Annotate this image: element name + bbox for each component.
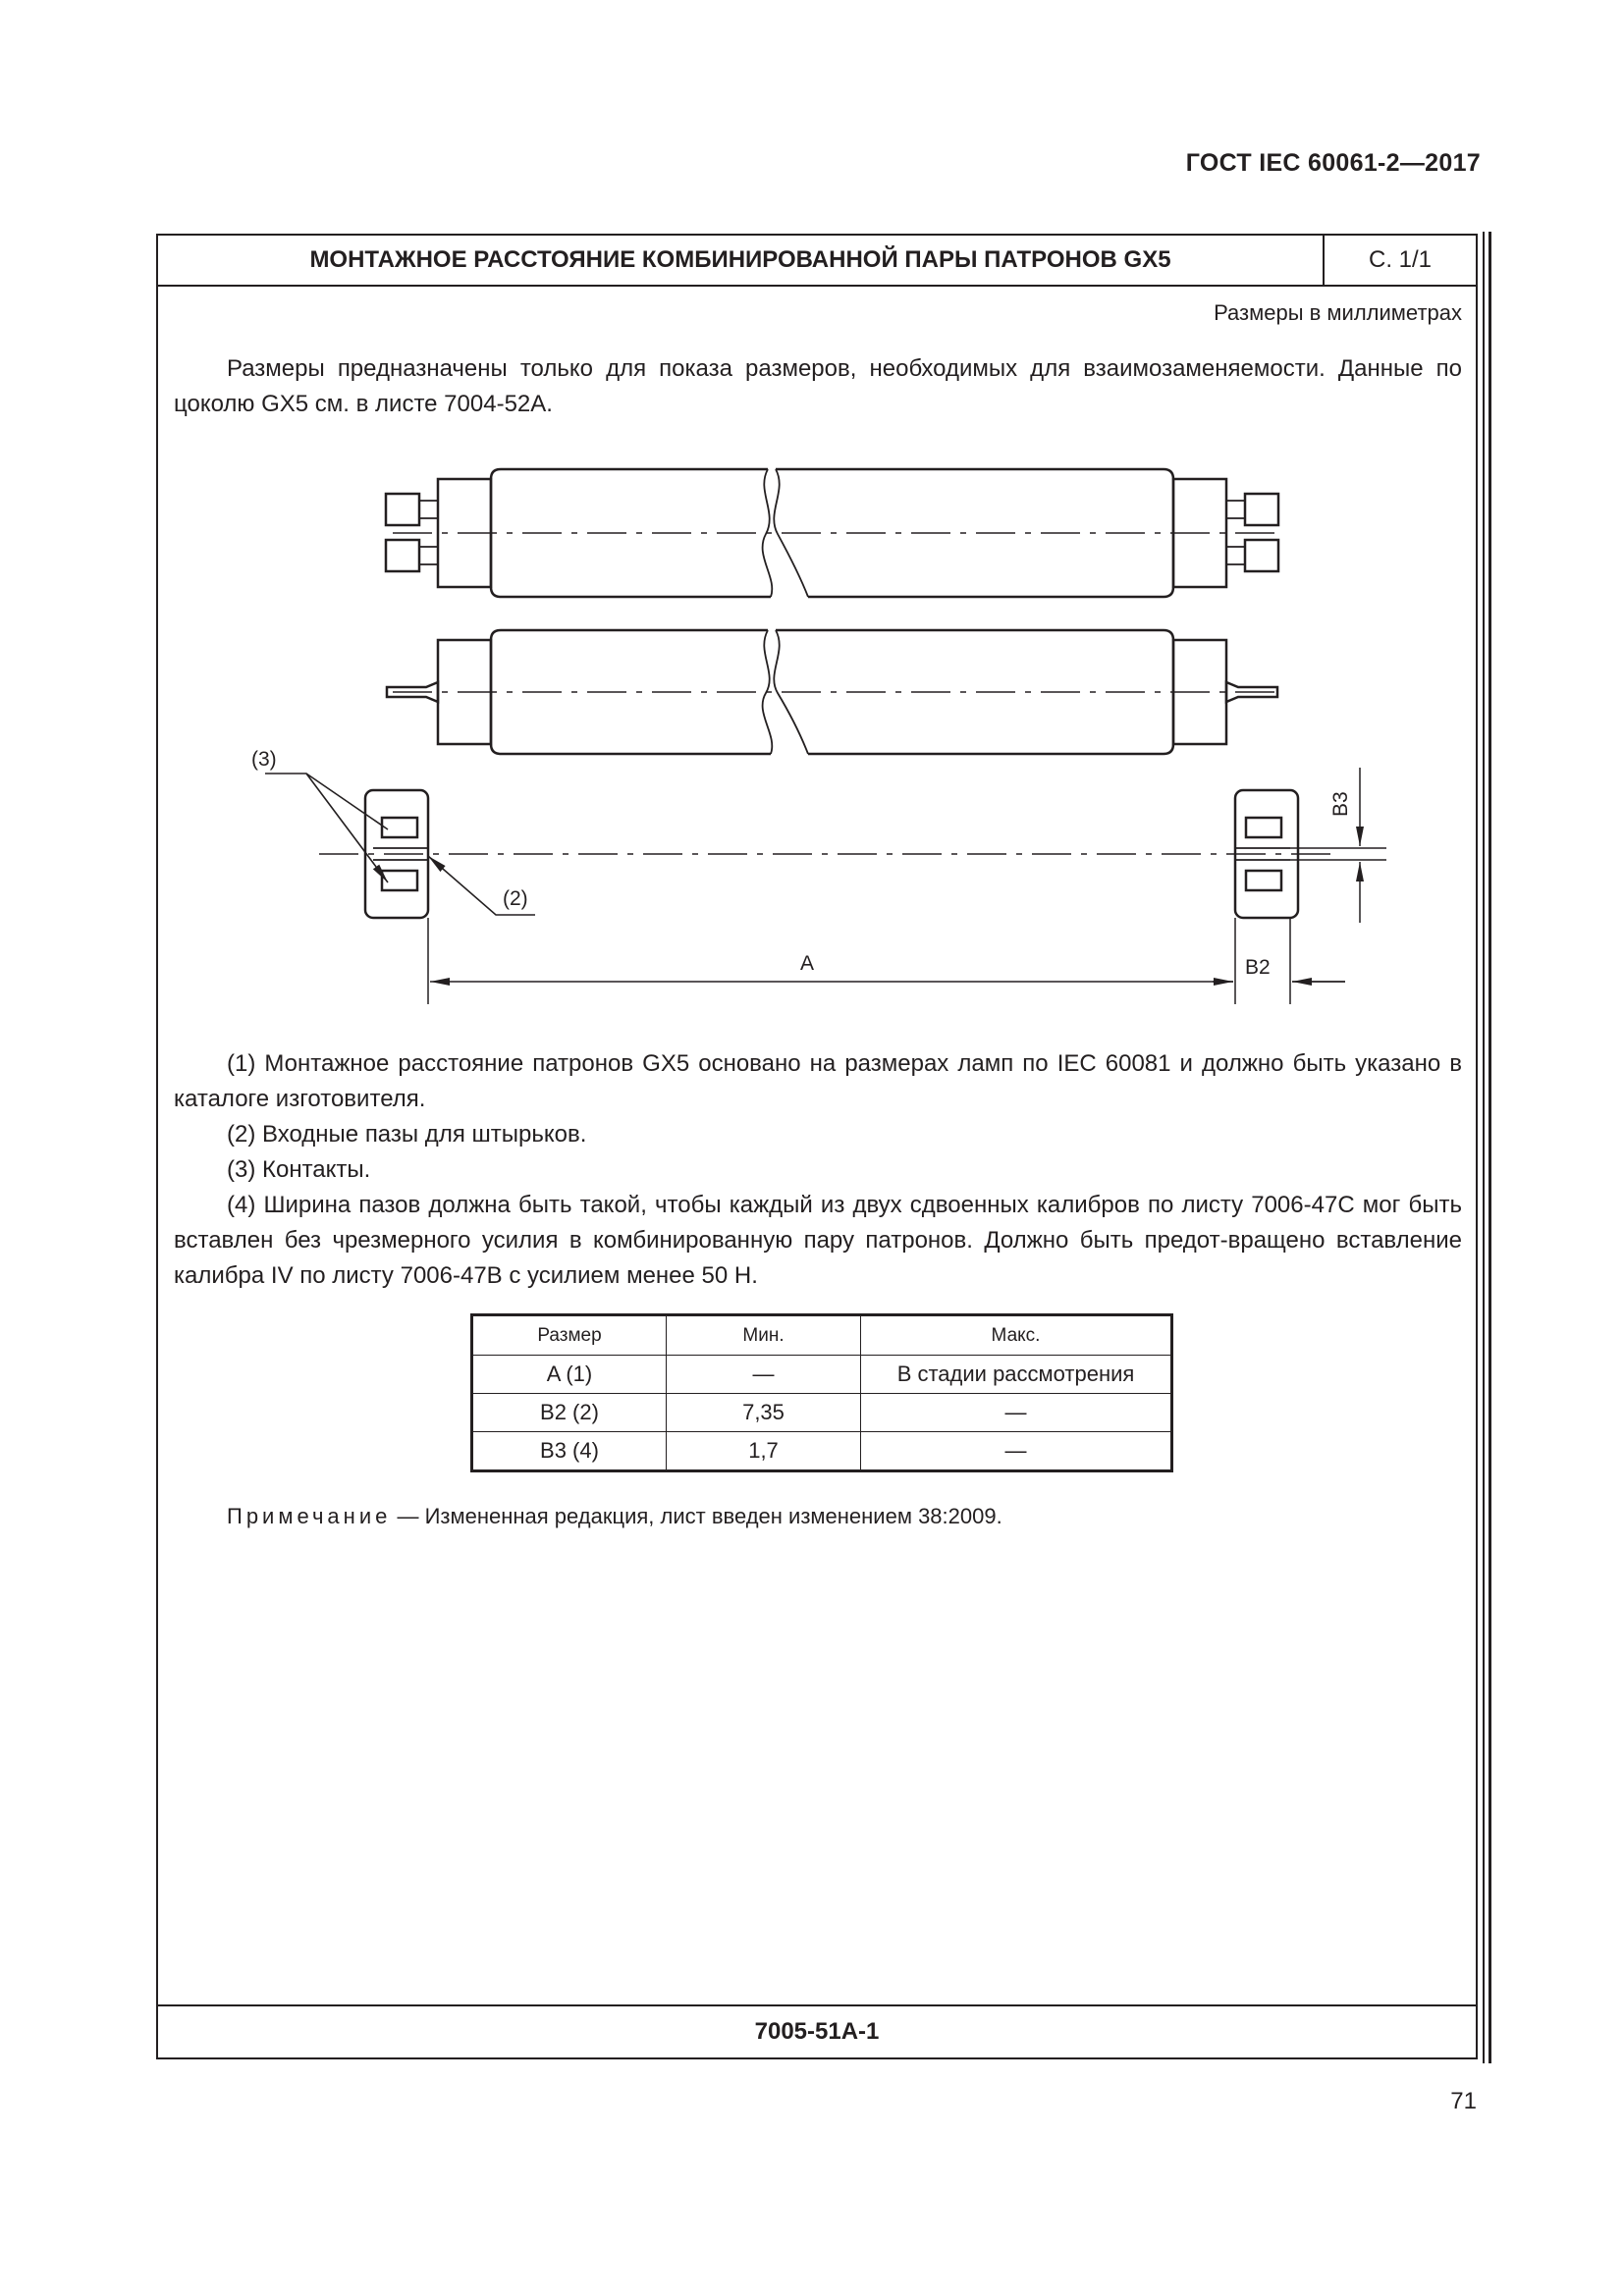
cell-max: В стадии рассмотрения xyxy=(861,1356,1172,1394)
header-size: Размер xyxy=(472,1315,667,1356)
holder-right-contact-1 xyxy=(1246,818,1281,837)
sheet-title: МОНТАЖНОЕ РАССТОЯНИЕ КОМБИНИРОВАННОЙ ПАРЫ ПАТРОНОВ GX5 xyxy=(158,236,1325,285)
cell-size: A (1) xyxy=(472,1356,667,1394)
lamp-top-pin-left-1 xyxy=(386,494,419,525)
cell-size: B2 (2) xyxy=(472,1394,667,1432)
callout-3: (3) xyxy=(251,748,277,771)
cell-max: — xyxy=(861,1394,1172,1432)
page-number: 71 xyxy=(1450,2088,1477,2114)
dim-label-b2: B2 xyxy=(1245,956,1271,979)
dim-label-b3: B3 xyxy=(1329,791,1352,817)
lamp-top-pin-left-2 xyxy=(386,540,419,571)
cell-min: 7,35 xyxy=(667,1394,861,1432)
header-max: Макс. xyxy=(861,1315,1172,1356)
note-4: (4) Ширина пазов должна быть такой, чтобы каждый из двух сдвоенных калибров по листу 7006-47C мог быть вставлен без чрезмерного усилия в комбинированную пару патронов. Должно быть предот-вращено вставление калибра IV по листу 7006-47B с усилием менее 50 Н. xyxy=(174,1192,1462,1289)
units-note: Размеры в миллиметрах xyxy=(1214,300,1462,325)
lamp-middle xyxy=(387,630,1277,754)
intro-paragraph: Размеры предназначены только для показа размеров, необходимых для взаимозаменяемости. Данные по цоколю GX5 см. в листе 7004-52A. xyxy=(174,355,1462,417)
holder-right-contact-2 xyxy=(1246,871,1281,890)
note-2: (2) Входные пазы для штырьков. xyxy=(227,1121,587,1148)
remark-separator: — xyxy=(397,1504,419,1528)
cell-min: — xyxy=(667,1356,861,1394)
callout-2: (2) xyxy=(503,887,528,910)
document-id: ГОСТ IEC 60061-2—2017 xyxy=(1185,149,1481,177)
sheet-code: 7005-51A-1 xyxy=(158,2004,1476,2057)
sheet-page-ref: С. 1/1 xyxy=(1368,246,1433,273)
remark-text: Измененная редакция, лист введен изменением 38:2009. xyxy=(424,1504,1002,1528)
dim-label-a: A xyxy=(800,952,815,975)
note-1: (1) Монтажное расстояние патронов GX5 основано на размерах ламп по IEC 60081 и должно быть указано в каталоге изготовителя. xyxy=(174,1050,1462,1112)
holder-left-contact-1 xyxy=(382,818,417,837)
cell-min: 1,7 xyxy=(667,1432,861,1471)
cell-max: — xyxy=(861,1432,1172,1471)
remark-label: Примечание xyxy=(227,1504,392,1528)
lamp-top-pin-right-2 xyxy=(1245,540,1278,571)
lamp-top-pin-right-1 xyxy=(1245,494,1278,525)
note-3: (3) Контакты. xyxy=(227,1156,371,1183)
cell-size: B3 (4) xyxy=(472,1432,667,1471)
header-min: Мин. xyxy=(667,1315,861,1356)
lamp-top xyxy=(386,469,1278,597)
